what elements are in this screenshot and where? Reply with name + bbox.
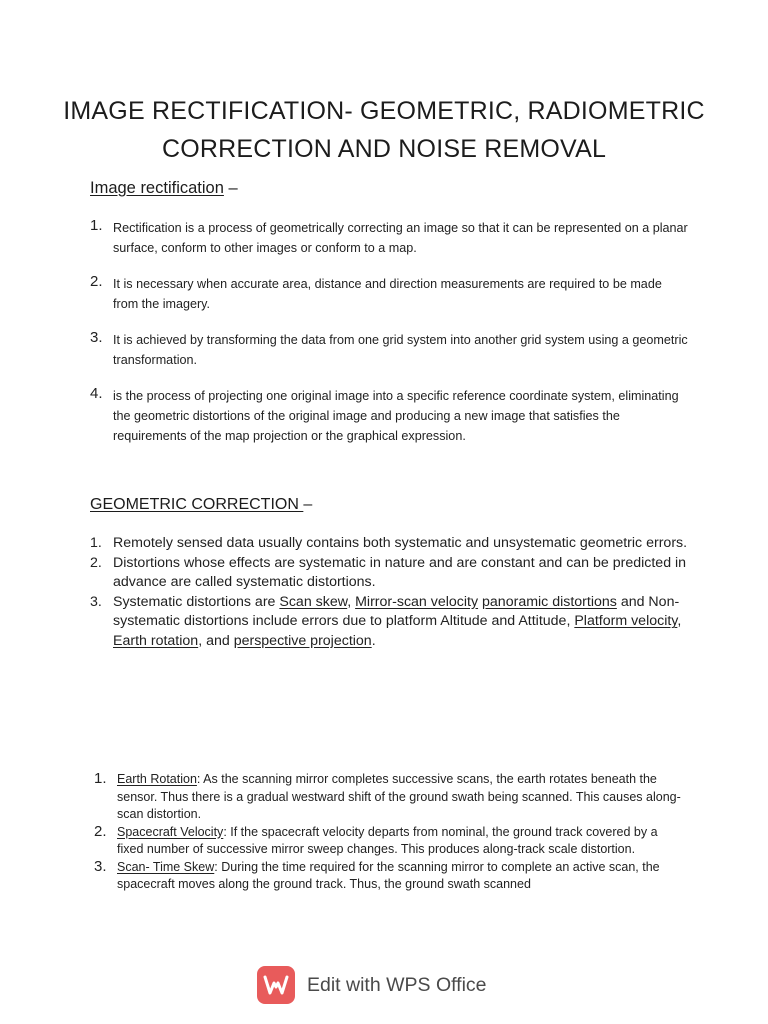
list-item-text: Remotely sensed data usually contains both systematic and unsystematic geometric errors. xyxy=(113,535,688,551)
heading-dash: – xyxy=(303,496,313,513)
list-item xyxy=(94,771,684,824)
list-item xyxy=(90,534,690,554)
section-heading-image-rectification xyxy=(90,179,238,198)
distortion-types-list xyxy=(94,771,684,894)
text-run: , xyxy=(347,593,356,610)
list-number: 1. xyxy=(90,535,102,551)
link-panoramic-distortions[interactable]: panoramic distortions xyxy=(482,593,617,610)
list-item-text: Distortions whose effects are systematic in nature and are constant and can be predicted in advance are called systematic distortions. xyxy=(113,554,687,591)
wps-edit-label[interactable]: Edit with WPS Office xyxy=(307,973,487,996)
link-perspective-projection[interactable]: perspective projection xyxy=(233,632,372,649)
list-number: 3. xyxy=(90,593,102,610)
list-item xyxy=(94,824,684,859)
list-item xyxy=(90,593,690,652)
text-run: and Non-systematic distortions include errors due to platform Altitude and Attitude, xyxy=(113,593,680,630)
list-item-text: Rectification is a process of geometrically correcting an image so that it can be represented on a planar surface, conform to other images or conform to a map. xyxy=(113,221,688,255)
text-run: . xyxy=(371,632,376,649)
geometric-correction-list xyxy=(90,534,690,652)
heading-dash: – xyxy=(223,179,238,197)
list-item-text: : During the time required for the scanning mirror to complete an active scan, the spacecraft moves along the ground track. Thus, the ground swath scanned xyxy=(117,859,660,891)
list-number: 1. xyxy=(94,770,107,787)
heading-text: GEOMETRIC CORRECTION xyxy=(90,496,304,513)
list-number: 2. xyxy=(94,822,107,840)
title-line-2: CORRECTION AND NOISE REMOVAL xyxy=(161,135,607,163)
list-item xyxy=(90,274,690,314)
list-item xyxy=(90,218,690,258)
wps-logo-icon xyxy=(257,966,295,1004)
page-title xyxy=(40,92,728,168)
link-mirror-scan-velocity[interactable]: Mirror-scan velocity xyxy=(355,593,479,610)
term-scan-time-skew: Scan- Time Skew xyxy=(117,859,215,874)
wps-logo-mark xyxy=(263,974,289,996)
list-item-text: : If the spacecraft velocity departs from nominal, the ground track covered by a fixed number of successive mirror sweep changes. This produces along-track scale distortion. xyxy=(117,824,658,856)
list-item xyxy=(90,330,690,370)
list-number: 3. xyxy=(90,329,103,346)
list-number: 1. xyxy=(90,217,103,234)
link-platform-velocity[interactable]: Platform velocity xyxy=(574,613,678,630)
list-item xyxy=(94,859,684,894)
text-run: , and xyxy=(198,632,234,649)
heading-text: Image rectification xyxy=(90,179,224,197)
list-number: 3. xyxy=(94,857,107,875)
list-number: 2. xyxy=(90,273,103,290)
text-run: Systematic distortions are xyxy=(113,593,280,610)
title-line-1: IMAGE RECTIFICATION- GEOMETRIC, RADIOMETRIC xyxy=(63,97,705,125)
text-run: , xyxy=(677,613,682,630)
term-spacecraft-velocity: Spacecraft Velocity xyxy=(117,824,224,839)
link-scan-skew[interactable]: Scan skew xyxy=(279,593,348,610)
list-number: 2. xyxy=(90,554,102,571)
list-number: 4. xyxy=(90,385,103,402)
list-item xyxy=(90,554,690,593)
rectification-list xyxy=(90,218,690,446)
list-item xyxy=(90,386,690,446)
list-item-text: It is achieved by transforming the data from one grid system into another grid system using a geometric transformation. xyxy=(113,333,688,367)
list-item-text: is the process of projecting one original image into a specific reference coordinate system, eliminating the geometric distortions of the original image and producing a new image that satisfies the requirements of the map projection or the graphical expression. xyxy=(113,389,679,443)
link-earth-rotation[interactable]: Earth rotation xyxy=(113,632,199,649)
list-item-text: : As the scanning mirror completes successive scans, the earth rotates beneath the sensor. Thus there is a gradual westward shift of the ground swath being scanned. This causes along-scan distortion. xyxy=(117,772,681,821)
section-heading-geometric-correction xyxy=(90,496,312,514)
list-item-text: It is necessary when accurate area, distance and direction measurements are required to be made from the imagery. xyxy=(113,277,662,311)
wps-edit-banner[interactable] xyxy=(257,965,487,1005)
term-earth-rotation: Earth Rotation xyxy=(117,772,197,786)
